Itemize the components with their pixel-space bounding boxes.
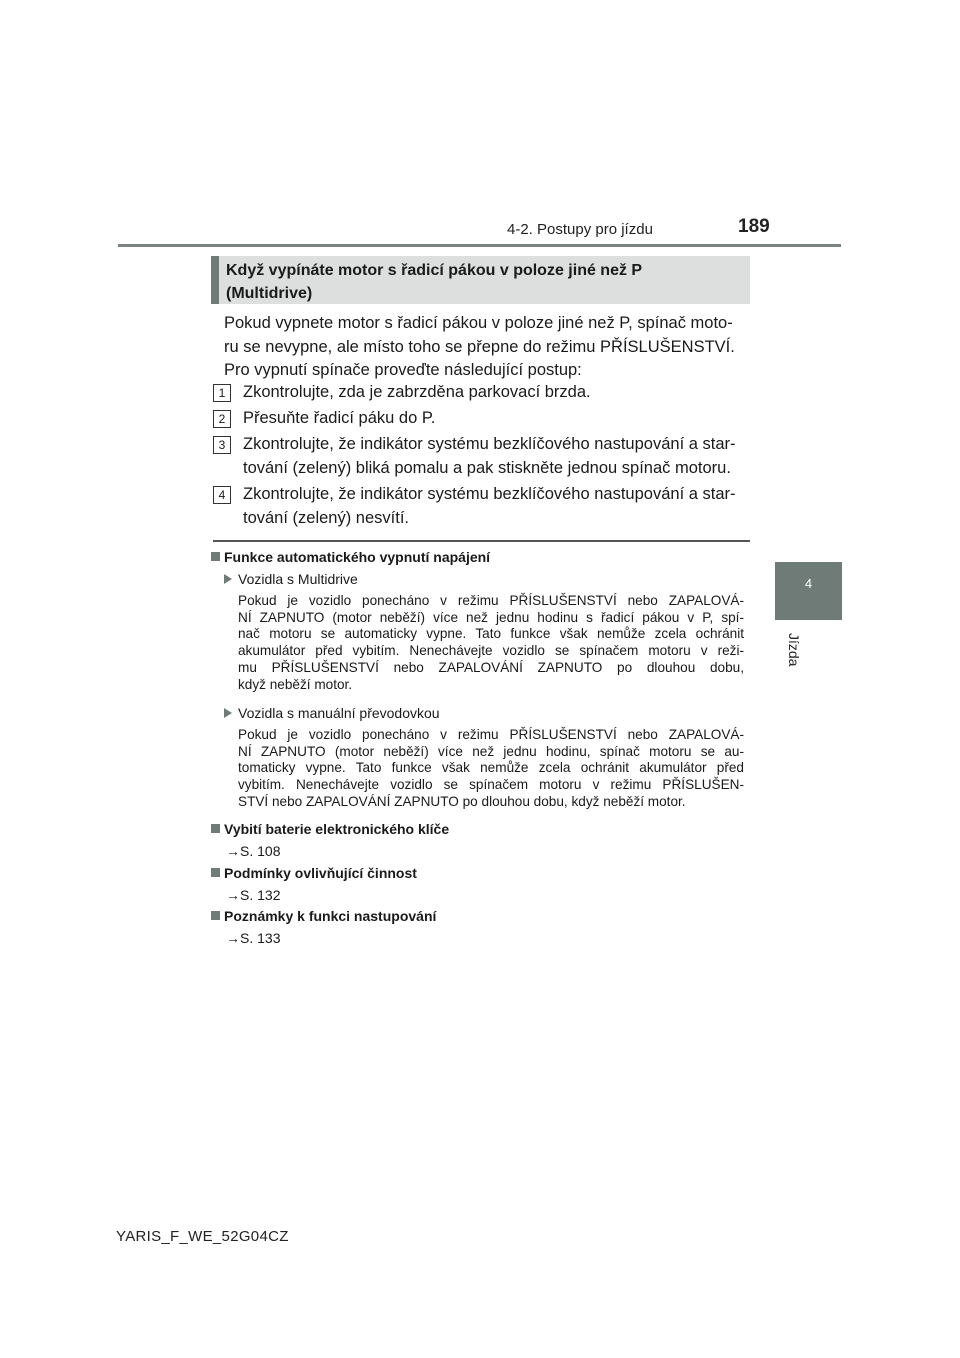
page-reference-link[interactable]: →S. 132 xyxy=(226,887,281,903)
step-number-badge: 3 xyxy=(213,436,231,454)
square-bullet-icon xyxy=(211,868,220,877)
step-text: tování (zelený) bliká pomalu a pak stiskněte jednou spínač motoru. xyxy=(243,458,731,477)
topic-heading-box xyxy=(211,256,750,304)
subheading-battery: Vybití baterie elektronického klíče xyxy=(211,821,449,837)
square-bullet-icon xyxy=(211,824,220,833)
header-rule xyxy=(118,244,841,247)
paragraph-multidrive: Pokud je vozidlo ponecháno v režimu PŘÍSLUŠENSTVÍ nebo ZAPALOVÁ- NÍ ZAPNUTO (motor neběží) více než jednu hodinu s řadicí pákou v P, spí- nač motoru se automaticky vypne. Tato funkce však nemůže zcela ochránit akumulátor před vybitím. Nenechávejte vozidlo se spínačem motoru v reži- mu PŘÍSLUŠENSTVÍ nebo ZAPALOVÁNÍ ZAPNUTO po dlouhou dobu, když neběží motor. xyxy=(238,593,744,692)
chapter-tab[interactable] xyxy=(775,562,842,620)
triangle-bullet-icon xyxy=(224,708,232,718)
square-bullet-icon xyxy=(211,911,220,920)
step-text: tování (zelený) nesvítí. xyxy=(243,508,409,527)
chapter-label: Jízda xyxy=(786,633,802,667)
chapter-number: 4 xyxy=(804,576,813,591)
subheading-notes: Poznámky k funkci nastupování xyxy=(211,908,436,924)
step-number-badge: 1 xyxy=(213,384,231,402)
page-reference-link[interactable]: →S. 108 xyxy=(226,843,281,859)
item-multidrive: Vozidla s Multidrive xyxy=(224,571,358,587)
topic-heading-line: Když vypínáte motor s řadicí pákou v poloze jiné než P xyxy=(226,262,643,279)
arrow-right-icon: → xyxy=(226,930,240,946)
intro-paragraph xyxy=(224,312,748,383)
section-title: 4-2. Postupy pro jízdu xyxy=(507,221,653,238)
step-number-badge: 4 xyxy=(213,486,231,504)
topic-heading xyxy=(226,259,642,305)
text-line: ru se nevypne, ale místo toho se přepne do režimu PŘÍSLUŠENSTVÍ. xyxy=(224,337,735,356)
step-text: Přesuňte řadicí páku do P. xyxy=(243,409,436,427)
arrow-right-icon: → xyxy=(226,843,240,859)
item-manual: Vozidla s manuální převodovkou xyxy=(224,705,440,721)
paragraph-manual: Pokud je vozidlo ponecháno v režimu PŘÍSLUŠENSTVÍ nebo ZAPALOVÁ- NÍ ZAPNUTO (motor neběží) více než jednu hodinu, spínač motoru se au- tomaticky vypne. Tato funkce však nemůže zcela ochránit akumulátor před vybitím. Nenechávejte vozidlo se spínačem motoru v režimu PŘÍSLUŠEN- STVÍ nebo ZAPALOVÁNÍ ZAPNUTO po dlouhou dobu, když neběží motor. xyxy=(238,727,744,809)
text-line: Pro vypnutí spínače proveďte následující postup: xyxy=(224,361,582,379)
square-bullet-icon xyxy=(211,552,220,561)
arrow-right-icon: → xyxy=(226,887,240,903)
step-text: Zkontrolujte, že indikátor systému bezklíčového nastupování a star- xyxy=(243,435,736,453)
document-code: YARIS_F_WE_52G04CZ xyxy=(116,1228,289,1245)
subheading-auto-off: Funkce automatického vypnutí napájení xyxy=(211,549,490,565)
subheading-conditions: Podmínky ovlivňující činnost xyxy=(211,865,417,881)
page-number: 189 xyxy=(738,216,770,237)
step-text: Zkontrolujte, zda je zabrzděna parkovací brzda. xyxy=(243,383,591,401)
step-text: Zkontrolujte, že indikátor systému bezklíčového nastupování a star- xyxy=(243,485,736,503)
text-line: Pokud vypnete motor s řadicí pákou v poloze jiné než P, spínač moto- xyxy=(224,314,733,332)
section-divider xyxy=(213,540,750,542)
topic-heading-line: (Multidrive) xyxy=(226,285,313,302)
heading-accent-bar xyxy=(211,256,219,304)
step-number-badge: 2 xyxy=(213,410,231,428)
triangle-bullet-icon xyxy=(224,574,232,584)
page-reference-link[interactable]: →S. 133 xyxy=(226,930,281,946)
